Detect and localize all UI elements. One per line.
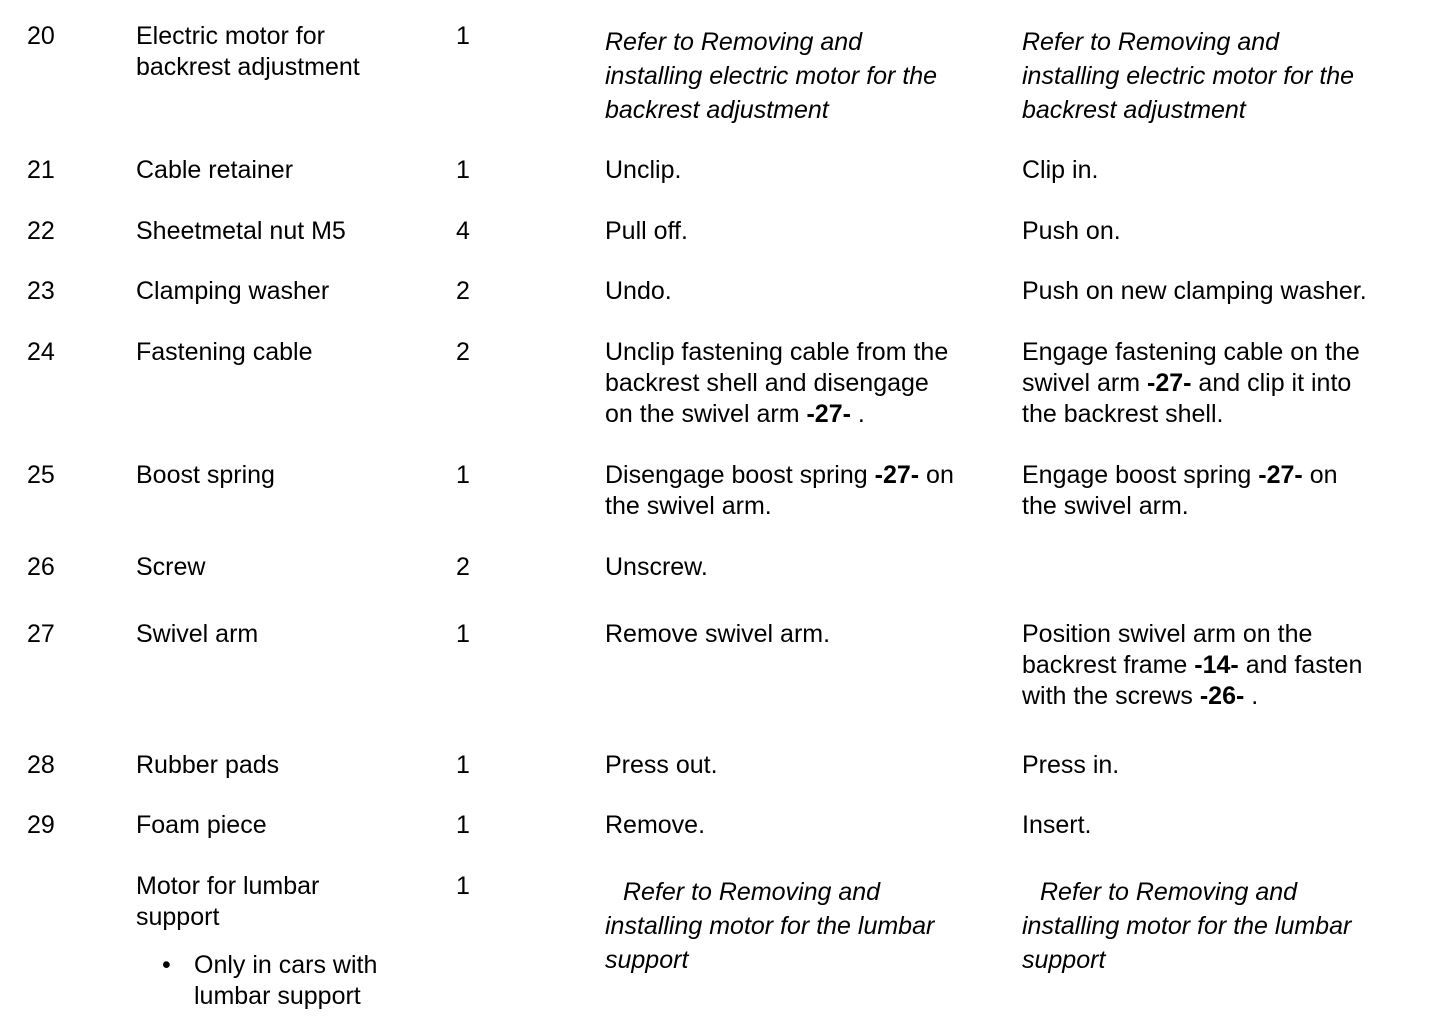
item-reference: -27- (806, 400, 851, 428)
bullet-icon: • (162, 951, 171, 979)
removing-step: Remove swivel arm. (605, 620, 831, 648)
part-name: Cable retainer (136, 156, 294, 184)
item-number: 26 (27, 553, 55, 581)
item-number: 24 (27, 338, 55, 366)
quantity: 1 (456, 811, 470, 839)
quantity: 2 (456, 277, 470, 305)
quantity: 1 (456, 620, 470, 648)
removing-reference-link[interactable]: Refer to Removing and installing electric motor for the backrest adjustment (605, 28, 938, 124)
installing-reference-link[interactable]: Refer to Removing and installing motor for the lumbar support (1022, 878, 1352, 974)
quantity: 1 (456, 156, 470, 184)
removing-reference-link[interactable]: Refer to Removing and installing motor for the lumbar support (605, 878, 935, 974)
part-name: Swivel arm (136, 620, 259, 648)
part-name: Electric motor for backrest adjustment (136, 22, 360, 81)
installing-step: Position swivel arm on the backrest frame -14- and fasten with the screws -26- . (1022, 620, 1363, 710)
item-number: 25 (27, 461, 55, 489)
installing-step: Engage boost spring -27- on the swivel arm. (1022, 461, 1338, 520)
removing-step: Remove. (605, 811, 706, 839)
item-reference: -14- (1194, 651, 1239, 679)
removing-step: Press out. (605, 751, 718, 779)
removing-step: Unclip. (605, 156, 682, 184)
part-name: Motor for lumbar support • Only in cars with lumbar support (136, 872, 378, 1010)
item-reference: -27- (1147, 369, 1192, 397)
installing-step: Press in. (1022, 751, 1120, 779)
removing-step: Pull off. (605, 217, 688, 245)
part-name: Rubber pads (136, 751, 280, 779)
installing-reference-link[interactable]: Refer to Removing and installing electric motor for the backrest adjustment (1022, 28, 1355, 124)
removing-step: Unscrew. (605, 553, 708, 581)
item-reference: -27- (874, 461, 920, 489)
quantity: 1 (456, 22, 470, 50)
part-name: Foam piece (136, 811, 267, 839)
part-name: Boost spring (136, 461, 275, 489)
part-name: Screw (136, 553, 206, 581)
item-number: 23 (27, 277, 55, 305)
part-name: Clamping washer (136, 277, 330, 305)
installing-step: Clip in. (1022, 156, 1099, 184)
item-number: 29 (27, 811, 55, 839)
removing-step: Undo. (605, 277, 672, 305)
removing-step: Unclip fastening cable from the backrest shell and disengage on the swivel arm -27- . (605, 338, 949, 428)
item-reference: -27- (1258, 461, 1303, 489)
item-number: 21 (27, 156, 55, 184)
item-number: 22 (27, 217, 55, 245)
item-reference: -26- (1199, 682, 1245, 710)
installing-step: Push on new clamping washer. (1022, 277, 1367, 305)
quantity: 1 (456, 751, 470, 779)
item-number: 27 (27, 620, 55, 648)
installing-step: Insert. (1022, 811, 1092, 839)
installing-step: Push on. (1022, 217, 1121, 245)
item-number: 20 (27, 22, 55, 50)
item-number: 28 (27, 751, 55, 779)
bullet-note: • Only in cars with lumbar support (162, 951, 378, 1010)
part-name: Fastening cable (136, 338, 313, 366)
quantity: 1 (456, 461, 470, 489)
quantity: 1 (456, 872, 470, 900)
removing-step: Disengage boost spring -27- on the swivel arm. (605, 461, 954, 520)
quantity: 2 (456, 553, 470, 581)
part-name: Sheetmetal nut M5 (136, 217, 346, 245)
quantity: 2 (456, 338, 470, 366)
installing-step: Engage fastening cable on the swivel arm -27- and clip it into the backrest shell. (1022, 338, 1360, 428)
quantity: 4 (456, 217, 470, 245)
